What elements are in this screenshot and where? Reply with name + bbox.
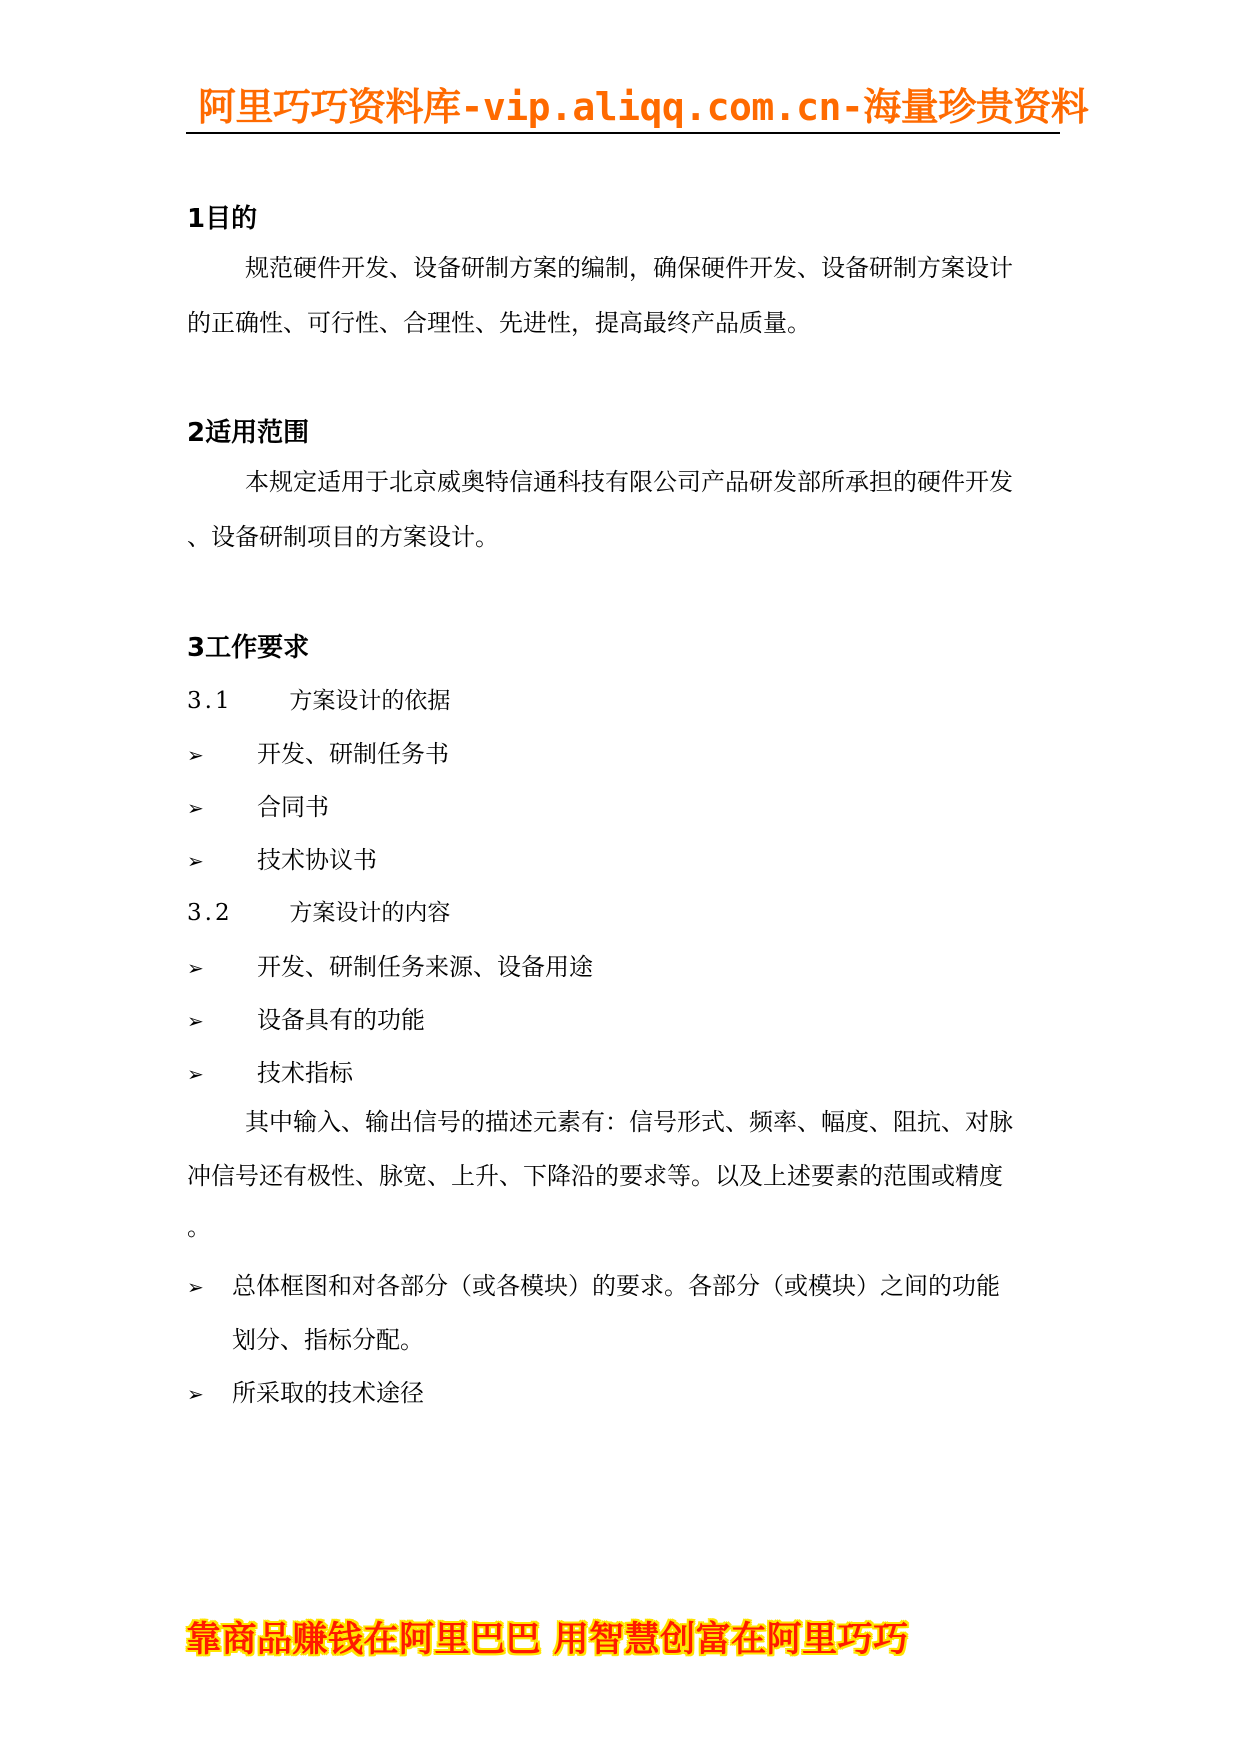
section-1-text-line-2: 的正确性、可行性、合理性、先进性，提高最终产品质量。 <box>187 309 811 337</box>
arrow-bullet-icon: ➢ <box>187 849 204 873</box>
list-item <box>187 840 377 875</box>
signal-description-line-2: 冲信号还有极性、脉宽、上升、下降沿的要求等。以及上述要素的范围或精度 <box>187 1162 1003 1190</box>
section-1-title: 1目的 <box>187 204 258 234</box>
header-divider <box>186 132 1060 134</box>
list-item <box>187 1053 353 1088</box>
list-item <box>187 1000 425 1035</box>
arrow-bullet-icon: ➢ <box>187 956 204 980</box>
list-item <box>187 734 449 769</box>
signal-description-line-1: 其中输入、输出信号的描述元素有：信号形式、频率、幅度、阻抗、对脉 <box>245 1108 1013 1136</box>
list-item-text: 技术指标 <box>257 1059 353 1087</box>
arrow-bullet-icon: ➢ <box>187 1009 204 1033</box>
list-item-text: 设备具有的功能 <box>257 1006 425 1034</box>
arrow-bullet-icon: ➢ <box>187 1275 204 1299</box>
list-item-text: 技术协议书 <box>257 846 377 874</box>
subsection-3-2-number: 3.2 <box>187 900 233 926</box>
list-item-text: 总体框图和对各部分（或各模块）的要求。各部分（或模块）之间的功能 <box>232 1272 1000 1300</box>
section-2-text-line-1: 本规定适用于北京威奥特信通科技有限公司产品研发部所承担的硬件开发 <box>245 468 1013 496</box>
arrow-bullet-icon: ➢ <box>187 796 204 820</box>
section-2-text-line-2: 、设备研制项目的方案设计。 <box>187 523 499 551</box>
header-banner: 阿里巧巧资料库-vip.aliqq.com.cn-海量珍贵资料 <box>198 85 1089 129</box>
list-item <box>187 1266 1000 1301</box>
section-1-text-line-1: 规范硬件开发、设备研制方案的编制，确保硬件开发、设备研制方案设计 <box>245 254 1013 282</box>
arrow-bullet-icon: ➢ <box>187 1382 204 1406</box>
subsection-3-2 <box>187 894 450 927</box>
list-item-continuation: 划分、指标分配。 <box>232 1326 424 1354</box>
list-item-text: 开发、研制任务来源、设备用途 <box>257 953 593 981</box>
subsection-3-1-title: 方案设计的依据 <box>289 688 451 714</box>
list-item <box>187 947 593 982</box>
list-item <box>187 1373 424 1408</box>
section-2-title: 2适用范围 <box>187 418 310 448</box>
arrow-bullet-icon: ➢ <box>187 1062 204 1086</box>
list-item-text: 所采取的技术途径 <box>232 1379 424 1407</box>
subsection-3-2-title: 方案设计的内容 <box>289 900 451 926</box>
list-item <box>187 787 329 822</box>
footer-banner: 靠商品赚钱在阿里巴巴 用智慧创富在阿里巧巧 <box>186 1620 909 1660</box>
signal-description-line-3: 。 <box>187 1213 211 1241</box>
arrow-bullet-icon: ➢ <box>187 743 204 767</box>
subsection-3-1 <box>187 682 450 715</box>
subsection-3-1-number: 3.1 <box>187 688 233 714</box>
list-item-text: 开发、研制任务书 <box>257 740 449 768</box>
section-3-title: 3工作要求 <box>187 633 310 663</box>
list-item-text: 合同书 <box>257 793 329 821</box>
